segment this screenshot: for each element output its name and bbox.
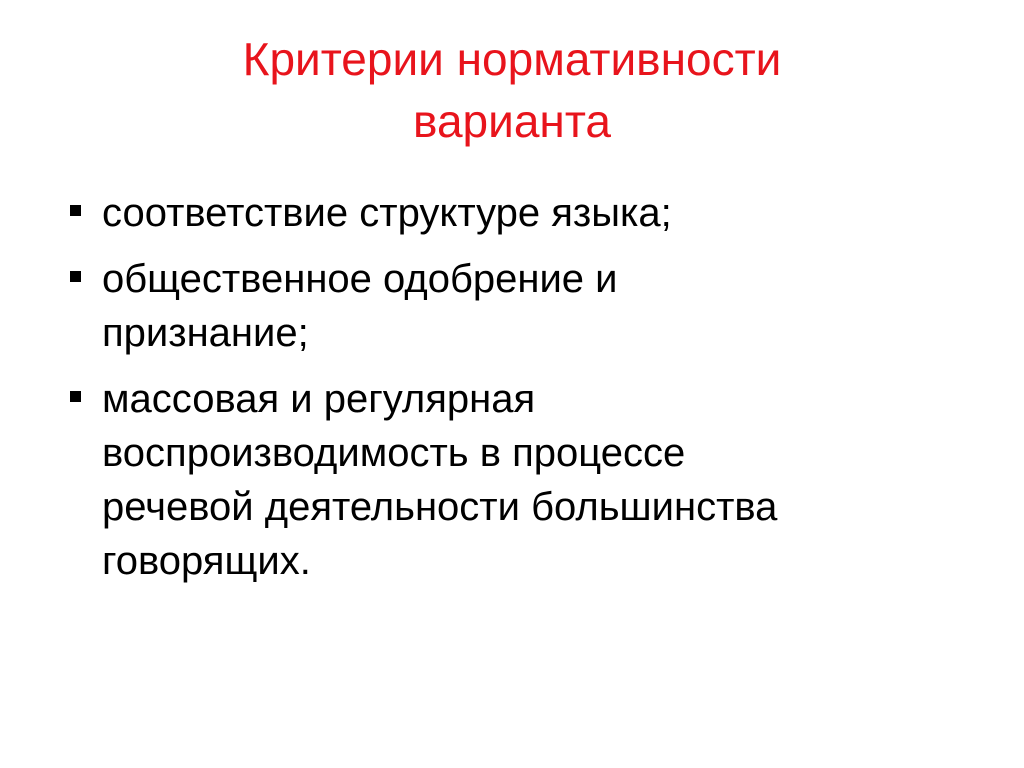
slide-title-line: Критерии нормативности — [242, 33, 782, 85]
bullet-text-line: массовая и регулярная — [102, 377, 536, 421]
bullet-text-line: говорящих. — [102, 539, 311, 583]
square-bullet-icon — [70, 205, 81, 216]
bullet-list — [70, 186, 970, 600]
slide-title — [60, 28, 964, 152]
bullet-text-line: признание; — [102, 311, 309, 355]
bullet-item-structure — [70, 186, 970, 240]
slide-title-line: варианта — [413, 95, 611, 147]
bullet-text-line: воспроизводимость в процессе — [102, 431, 686, 475]
bullet-text-line: общественное одобрение и — [102, 257, 618, 301]
square-bullet-icon — [70, 391, 81, 402]
bullet-item-reproducibility — [70, 372, 970, 588]
bullet-text-line: речевой деятельности большинства — [102, 485, 778, 529]
bullet-text-line: соответствие структуре языка; — [102, 191, 672, 235]
square-bullet-icon — [70, 271, 81, 282]
bullet-item-approval — [70, 252, 970, 360]
